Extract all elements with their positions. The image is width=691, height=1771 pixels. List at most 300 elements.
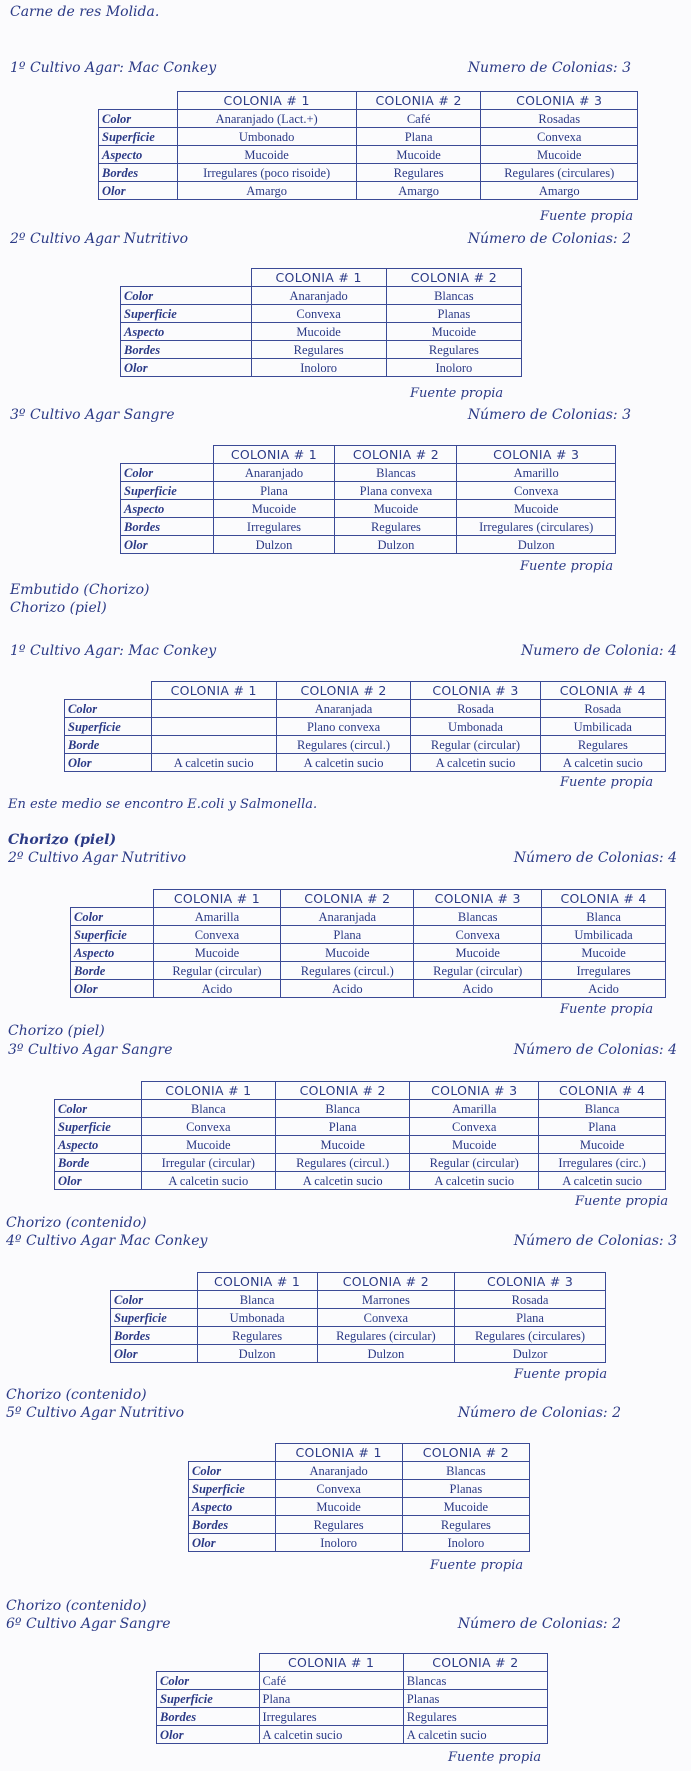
- table-cell: Convexa: [457, 482, 616, 500]
- table-cell: Regular (circular): [411, 736, 540, 754]
- table-row: [55, 1118, 666, 1136]
- table-cell: Rosada: [455, 1291, 606, 1309]
- table-cell: Mucoide: [153, 944, 281, 962]
- table-cell: Blanca: [539, 1100, 666, 1118]
- table-cell: Plano convexa: [276, 718, 411, 736]
- table-cell: Irregulares (circ.): [539, 1154, 666, 1172]
- col-header: COLONIA # 3: [455, 1273, 606, 1291]
- main-heading: Carne de res Molida.: [10, 4, 160, 20]
- row-label: Olor: [157, 1726, 260, 1744]
- table-cell: Planas: [402, 1480, 529, 1498]
- source-note: Fuente propia: [410, 386, 504, 401]
- table-row: [157, 1672, 548, 1690]
- section-7-table: [110, 1272, 606, 1363]
- table-cell: Dulzon: [335, 536, 457, 554]
- table-cell: Inoloro: [251, 359, 386, 377]
- section-8-pre: Chorizo (contenido): [6, 1387, 147, 1403]
- row-label: Olor: [189, 1534, 276, 1552]
- row-label: Bordes: [99, 164, 178, 182]
- table-row: [189, 1534, 530, 1552]
- table-cell: Irregulares: [542, 962, 666, 980]
- section-2-table: [120, 268, 522, 377]
- section-5-pre: Chorizo (piel): [8, 832, 117, 848]
- table-cell: Convexa: [414, 926, 542, 944]
- section-7-pre: Chorizo (contenido): [6, 1215, 147, 1231]
- table-cell: Rosada: [540, 700, 665, 718]
- table-cell: Umbilicada: [540, 718, 665, 736]
- section-9-count: Número de Colonias: 2: [457, 1616, 621, 1632]
- table-row: [121, 305, 522, 323]
- col-header: COLONIA # 1: [141, 1082, 276, 1100]
- table-cell: Mucoide: [356, 146, 481, 164]
- table-cell: Regular (circular): [153, 962, 281, 980]
- table-cell: Regulares: [197, 1327, 317, 1345]
- table-row: [55, 1172, 666, 1190]
- table-cell: Mucoide: [335, 500, 457, 518]
- table-cell: Mucoide: [402, 1498, 529, 1516]
- table-cell: Anaranjado: [213, 464, 335, 482]
- table-row: [121, 359, 522, 377]
- row-label: Color: [189, 1462, 276, 1480]
- table-row: [65, 718, 666, 736]
- col-header: COLONIA # 2: [335, 446, 457, 464]
- col-header: COLONIA # 3: [411, 682, 540, 700]
- row-label: Bordes: [189, 1516, 276, 1534]
- section-5-table: [70, 889, 666, 998]
- table-cell: Acido: [414, 980, 542, 998]
- row-label: Color: [71, 908, 154, 926]
- table-row: [99, 128, 638, 146]
- table-cell: A calcetin sucio: [411, 754, 540, 772]
- row-label: Superficie: [121, 482, 214, 500]
- corner-cell: [71, 890, 154, 908]
- col-header: COLONIA # 2: [276, 1082, 410, 1100]
- table-row: [111, 1309, 606, 1327]
- table-row: [71, 962, 666, 980]
- col-header: COLONIA # 1: [213, 446, 335, 464]
- table-cell: [151, 700, 276, 718]
- table-cell: Mucoide: [386, 323, 521, 341]
- col-header: COLONIA # 2: [402, 1444, 529, 1462]
- col-header: COLONIA # 2: [276, 682, 411, 700]
- table-row: [157, 1708, 548, 1726]
- section-7-title: 4º Cultivo Agar Mac Conkey: [6, 1233, 208, 1249]
- row-label: Bordes: [111, 1327, 198, 1345]
- table-cell: Regulares: [251, 341, 386, 359]
- table-cell: Convexa: [153, 926, 281, 944]
- row-label: Color: [157, 1672, 260, 1690]
- corner-cell: [121, 446, 214, 464]
- col-header: COLONIA # 3: [481, 92, 638, 110]
- corner-cell: [65, 682, 152, 700]
- table-row: [157, 1690, 548, 1708]
- col-header: COLONIA # 1: [177, 92, 356, 110]
- source-note: Fuente propia: [514, 1367, 608, 1382]
- table-cell: Convexa: [410, 1118, 539, 1136]
- col-header: COLONIA # 3: [457, 446, 616, 464]
- table-cell: Marrones: [317, 1291, 454, 1309]
- section-8-count: Número de Colonias: 2: [457, 1405, 621, 1421]
- table-row: [111, 1291, 606, 1309]
- table-cell: Regulares (circular): [317, 1327, 454, 1345]
- table-row: [189, 1516, 530, 1534]
- row-label: Color: [99, 110, 178, 128]
- row-label: Superficie: [99, 128, 178, 146]
- table-cell: Convexa: [141, 1118, 276, 1136]
- table-cell: Anaranjado (Lact.+): [177, 110, 356, 128]
- table-row: [99, 182, 638, 200]
- row-label: Color: [55, 1100, 142, 1118]
- table-cell: Blancas: [335, 464, 457, 482]
- table-cell: Blanca: [276, 1100, 410, 1118]
- table-cell: Anaranjada: [276, 700, 411, 718]
- source-note: Fuente propia: [540, 209, 634, 224]
- row-label: Superficie: [55, 1118, 142, 1136]
- table-row: [121, 323, 522, 341]
- table-cell: Convexa: [251, 305, 386, 323]
- table-cell: Blancas: [414, 908, 542, 926]
- section-3-title: 3º Cultivo Agar Sangre: [10, 407, 175, 423]
- table-cell: Mucoide: [539, 1136, 666, 1154]
- table-cell: Amarilla: [410, 1100, 539, 1118]
- row-label: Color: [65, 700, 152, 718]
- section-4-title: 1º Cultivo Agar: Mac Conkey: [10, 643, 217, 659]
- table-row: [121, 500, 616, 518]
- table-cell: Umbilicada: [542, 926, 666, 944]
- col-header: COLONIA # 2: [317, 1273, 454, 1291]
- col-header: COLONIA # 1: [275, 1444, 402, 1462]
- table-cell: Regulares: [335, 518, 457, 536]
- row-label: Olor: [121, 536, 214, 554]
- table-header-row: [121, 446, 616, 464]
- table-cell: Acido: [153, 980, 281, 998]
- table-cell: Amarilla: [153, 908, 281, 926]
- table-cell: Regulares: [275, 1516, 402, 1534]
- table-header-row: [111, 1273, 606, 1291]
- col-header: COLONIA # 3: [414, 890, 542, 908]
- col-header: COLONIA # 2: [281, 890, 414, 908]
- table-header-row: [99, 92, 638, 110]
- table-row: [121, 518, 616, 536]
- table-row: [71, 926, 666, 944]
- table-cell: [151, 718, 276, 736]
- row-label: Olor: [121, 359, 252, 377]
- source-note: Fuente propia: [448, 1750, 542, 1765]
- table-cell: Plana convexa: [335, 482, 457, 500]
- row-label: Color: [111, 1291, 198, 1309]
- table-row: [189, 1480, 530, 1498]
- table-cell: Regular (circular): [410, 1154, 539, 1172]
- table-cell: Plana: [276, 1118, 410, 1136]
- section-4-table: [64, 681, 666, 772]
- table-cell: Amargo: [481, 182, 638, 200]
- table-cell: Blanca: [141, 1100, 276, 1118]
- table-cell: Rosadas: [481, 110, 638, 128]
- row-label: Superficie: [121, 305, 252, 323]
- table-cell: Planas: [403, 1690, 547, 1708]
- section-1-title: 1º Cultivo Agar: Mac Conkey: [10, 60, 217, 76]
- table-cell: Blanca: [542, 908, 666, 926]
- table-cell: Acido: [281, 980, 414, 998]
- table-row: [157, 1726, 548, 1744]
- source-note: Fuente propia: [560, 1002, 654, 1017]
- col-header: COLONIA # 2: [386, 269, 521, 287]
- table-cell: A calcetin sucio: [276, 1172, 410, 1190]
- section-5-count: Número de Colonias: 4: [513, 850, 677, 866]
- table-row: [55, 1136, 666, 1154]
- row-label: Superficie: [189, 1480, 276, 1498]
- table-cell: Amargo: [356, 182, 481, 200]
- col-header: COLONIA # 1: [151, 682, 276, 700]
- table-cell: Convexa: [317, 1309, 454, 1327]
- table-row: [121, 536, 616, 554]
- section-2-count: Número de Colonias: 2: [467, 231, 631, 247]
- col-header: COLONIA # 1: [251, 269, 386, 287]
- row-label: Aspecto: [71, 944, 154, 962]
- table-cell: Blancas: [402, 1462, 529, 1480]
- table-header-row: [189, 1444, 530, 1462]
- table-row: [189, 1498, 530, 1516]
- table-cell: Plana: [259, 1690, 403, 1708]
- table-cell: Mucoide: [213, 500, 335, 518]
- section-1-count: Numero de Colonias: 3: [467, 60, 631, 76]
- section-5-title: 2º Cultivo Agar Nutritivo: [8, 850, 187, 866]
- corner-cell: [157, 1654, 260, 1672]
- row-label: Olor: [55, 1172, 142, 1190]
- table-cell: Dulzon: [213, 536, 335, 554]
- section-9-pre: Chorizo (contenido): [6, 1598, 147, 1614]
- col-header: COLONIA # 1: [153, 890, 281, 908]
- corner-cell: [111, 1273, 198, 1291]
- section-2-title: 2º Cultivo Agar Nutritivo: [10, 231, 189, 247]
- table-cell: Regulares (circul.): [276, 1154, 410, 1172]
- table-cell: Blanca: [197, 1291, 317, 1309]
- source-note: Fuente propia: [560, 775, 654, 790]
- row-label: Aspecto: [55, 1136, 142, 1154]
- table-cell: Regulares (circulares): [481, 164, 638, 182]
- col-header: COLONIA # 1: [259, 1654, 403, 1672]
- table-cell: Irregulares (poco risoide): [177, 164, 356, 182]
- table-cell: A calcetin sucio: [539, 1172, 666, 1190]
- table-row: [121, 341, 522, 359]
- row-label: Olor: [99, 182, 178, 200]
- table-row: [71, 980, 666, 998]
- section-7-count: Número de Colonias: 3: [513, 1233, 677, 1249]
- table-cell: A calcetin sucio: [410, 1172, 539, 1190]
- table-cell: Irregulares (circulares): [457, 518, 616, 536]
- table-cell: Mucoide: [275, 1498, 402, 1516]
- corner-cell: [121, 269, 252, 287]
- table-cell: Plana: [281, 926, 414, 944]
- table-cell: Plana: [356, 128, 481, 146]
- row-label: Superficie: [157, 1690, 260, 1708]
- section-9-title: 6º Cultivo Agar Sangre: [6, 1616, 171, 1632]
- table-header-row: [65, 682, 666, 700]
- table-cell: A calcetin sucio: [151, 754, 276, 772]
- table-cell: Amarillo: [457, 464, 616, 482]
- table-cell: Inoloro: [386, 359, 521, 377]
- col-header: COLONIA # 3: [410, 1082, 539, 1100]
- table-cell: Amargo: [177, 182, 356, 200]
- table-cell: Planas: [386, 305, 521, 323]
- table-cell: Mucoide: [251, 323, 386, 341]
- row-label: Color: [121, 464, 214, 482]
- table-header-row: [55, 1082, 666, 1100]
- table-cell: Café: [259, 1672, 403, 1690]
- corner-cell: [99, 92, 178, 110]
- table-cell: Umbonado: [177, 128, 356, 146]
- section-6-pre: Chorizo (piel): [8, 1023, 105, 1039]
- row-label: Superficie: [111, 1309, 198, 1327]
- table-cell: A calcetin sucio: [141, 1172, 276, 1190]
- table-row: [121, 464, 616, 482]
- table-row: [71, 944, 666, 962]
- table-cell: A calcetin sucio: [540, 754, 665, 772]
- table-row: [55, 1154, 666, 1172]
- table-row: [121, 287, 522, 305]
- section-6-count: Número de Colonias: 4: [513, 1042, 677, 1058]
- table-cell: Anaranjado: [275, 1462, 402, 1480]
- table-cell: Mucoide: [281, 944, 414, 962]
- section-4-count: Numero de Colonia: 4: [520, 643, 677, 659]
- table-cell: Plana: [213, 482, 335, 500]
- section-9-table: [156, 1653, 548, 1744]
- table-cell: Regulares (circulares): [455, 1327, 606, 1345]
- section-6-table: [54, 1081, 666, 1190]
- row-label: Aspecto: [121, 323, 252, 341]
- table-cell: Plana: [455, 1309, 606, 1327]
- table-cell: Rosada: [411, 700, 540, 718]
- table-cell: Inoloro: [275, 1534, 402, 1552]
- table-row: [99, 146, 638, 164]
- table-cell: Irregulares: [213, 518, 335, 536]
- col-header: COLONIA # 4: [539, 1082, 666, 1100]
- table-cell: Dulzon: [317, 1345, 454, 1363]
- col-header: COLONIA # 1: [197, 1273, 317, 1291]
- table-cell: Blancas: [403, 1672, 547, 1690]
- table-cell: Mucoide: [414, 944, 542, 962]
- row-label: Aspecto: [121, 500, 214, 518]
- table-cell: Irregular (circular): [141, 1154, 276, 1172]
- table-cell: Café: [356, 110, 481, 128]
- table-cell: Regulares: [540, 736, 665, 754]
- table-cell: Mucoide: [542, 944, 666, 962]
- table-cell: A calcetin sucio: [403, 1726, 547, 1744]
- section-4-note: En este medio se encontro E.coli y Salmonella.: [8, 797, 318, 812]
- table-cell: Plana: [539, 1118, 666, 1136]
- table-cell: Mucoide: [141, 1136, 276, 1154]
- table-row: [55, 1100, 666, 1118]
- row-label: Bordes: [121, 341, 252, 359]
- table-cell: Mucoide: [457, 500, 616, 518]
- table-cell: Regular (circular): [414, 962, 542, 980]
- corner-cell: [189, 1444, 276, 1462]
- table-cell: Regulares: [356, 164, 481, 182]
- section-3-table: [120, 445, 616, 554]
- table-cell: Regulares (circul.): [276, 736, 411, 754]
- table-header-row: [121, 269, 522, 287]
- table-cell: Umbonada: [197, 1309, 317, 1327]
- table-row: [99, 164, 638, 182]
- col-header: COLONIA # 4: [542, 890, 666, 908]
- col-header: COLONIA # 2: [356, 92, 481, 110]
- section-6-title: 3º Cultivo Agar Sangre: [8, 1042, 173, 1058]
- chorizo-piel-heading: Chorizo (piel): [10, 600, 107, 616]
- table-cell: Blancas: [386, 287, 521, 305]
- row-label: Borde: [55, 1154, 142, 1172]
- table-header-row: [71, 890, 666, 908]
- table-cell: Convexa: [275, 1480, 402, 1498]
- row-label: Olor: [71, 980, 154, 998]
- row-label: Borde: [65, 736, 152, 754]
- table-cell: Mucoide: [410, 1136, 539, 1154]
- table-row: [111, 1327, 606, 1345]
- table-cell: Irregulares: [259, 1708, 403, 1726]
- table-cell: Anaranjado: [251, 287, 386, 305]
- table-cell: A calcetin sucio: [259, 1726, 403, 1744]
- table-cell: Mucoide: [177, 146, 356, 164]
- table-cell: Dulzon: [197, 1345, 317, 1363]
- source-note: Fuente propia: [520, 559, 614, 574]
- table-row: [121, 482, 616, 500]
- table-row: [111, 1345, 606, 1363]
- row-label: Superficie: [71, 926, 154, 944]
- row-label: Olor: [65, 754, 152, 772]
- table-cell: Umbonada: [411, 718, 540, 736]
- corner-cell: [55, 1082, 142, 1100]
- row-label: Bordes: [157, 1708, 260, 1726]
- row-label: Color: [121, 287, 252, 305]
- section-8-title: 5º Cultivo Agar Nutritivo: [6, 1405, 185, 1421]
- row-label: Borde: [71, 962, 154, 980]
- table-cell: Dulzor: [455, 1345, 606, 1363]
- row-label: Aspecto: [99, 146, 178, 164]
- source-note: Fuente propia: [430, 1558, 524, 1573]
- row-label: Aspecto: [189, 1498, 276, 1516]
- table-cell: Inoloro: [402, 1534, 529, 1552]
- section-3-count: Número de Colonias: 3: [467, 407, 631, 423]
- table-cell: Regulares (circul.): [281, 962, 414, 980]
- table-cell: Convexa: [481, 128, 638, 146]
- row-label: Olor: [111, 1345, 198, 1363]
- row-label: Bordes: [121, 518, 214, 536]
- table-header-row: [157, 1654, 548, 1672]
- col-header: COLONIA # 4: [540, 682, 665, 700]
- table-row: [189, 1462, 530, 1480]
- table-cell: [151, 736, 276, 754]
- table-row: [65, 754, 666, 772]
- table-cell: Mucoide: [481, 146, 638, 164]
- table-cell: Anaranjada: [281, 908, 414, 926]
- table-cell: Regulares: [402, 1516, 529, 1534]
- table-cell: Regulares: [403, 1708, 547, 1726]
- table-cell: Mucoide: [276, 1136, 410, 1154]
- source-note: Fuente propia: [575, 1194, 669, 1209]
- section-8-table: [188, 1443, 530, 1552]
- table-cell: A calcetin sucio: [276, 754, 411, 772]
- row-label: Superficie: [65, 718, 152, 736]
- table-cell: Regulares: [386, 341, 521, 359]
- table-row: [65, 736, 666, 754]
- section-1-table: [98, 91, 638, 200]
- table-cell: Dulzon: [457, 536, 616, 554]
- table-row: [65, 700, 666, 718]
- col-header: COLONIA # 2: [403, 1654, 547, 1672]
- embutido-heading: Embutido (Chorizo): [10, 582, 150, 598]
- table-row: [71, 908, 666, 926]
- table-row: [99, 110, 638, 128]
- table-cell: Acido: [542, 980, 666, 998]
